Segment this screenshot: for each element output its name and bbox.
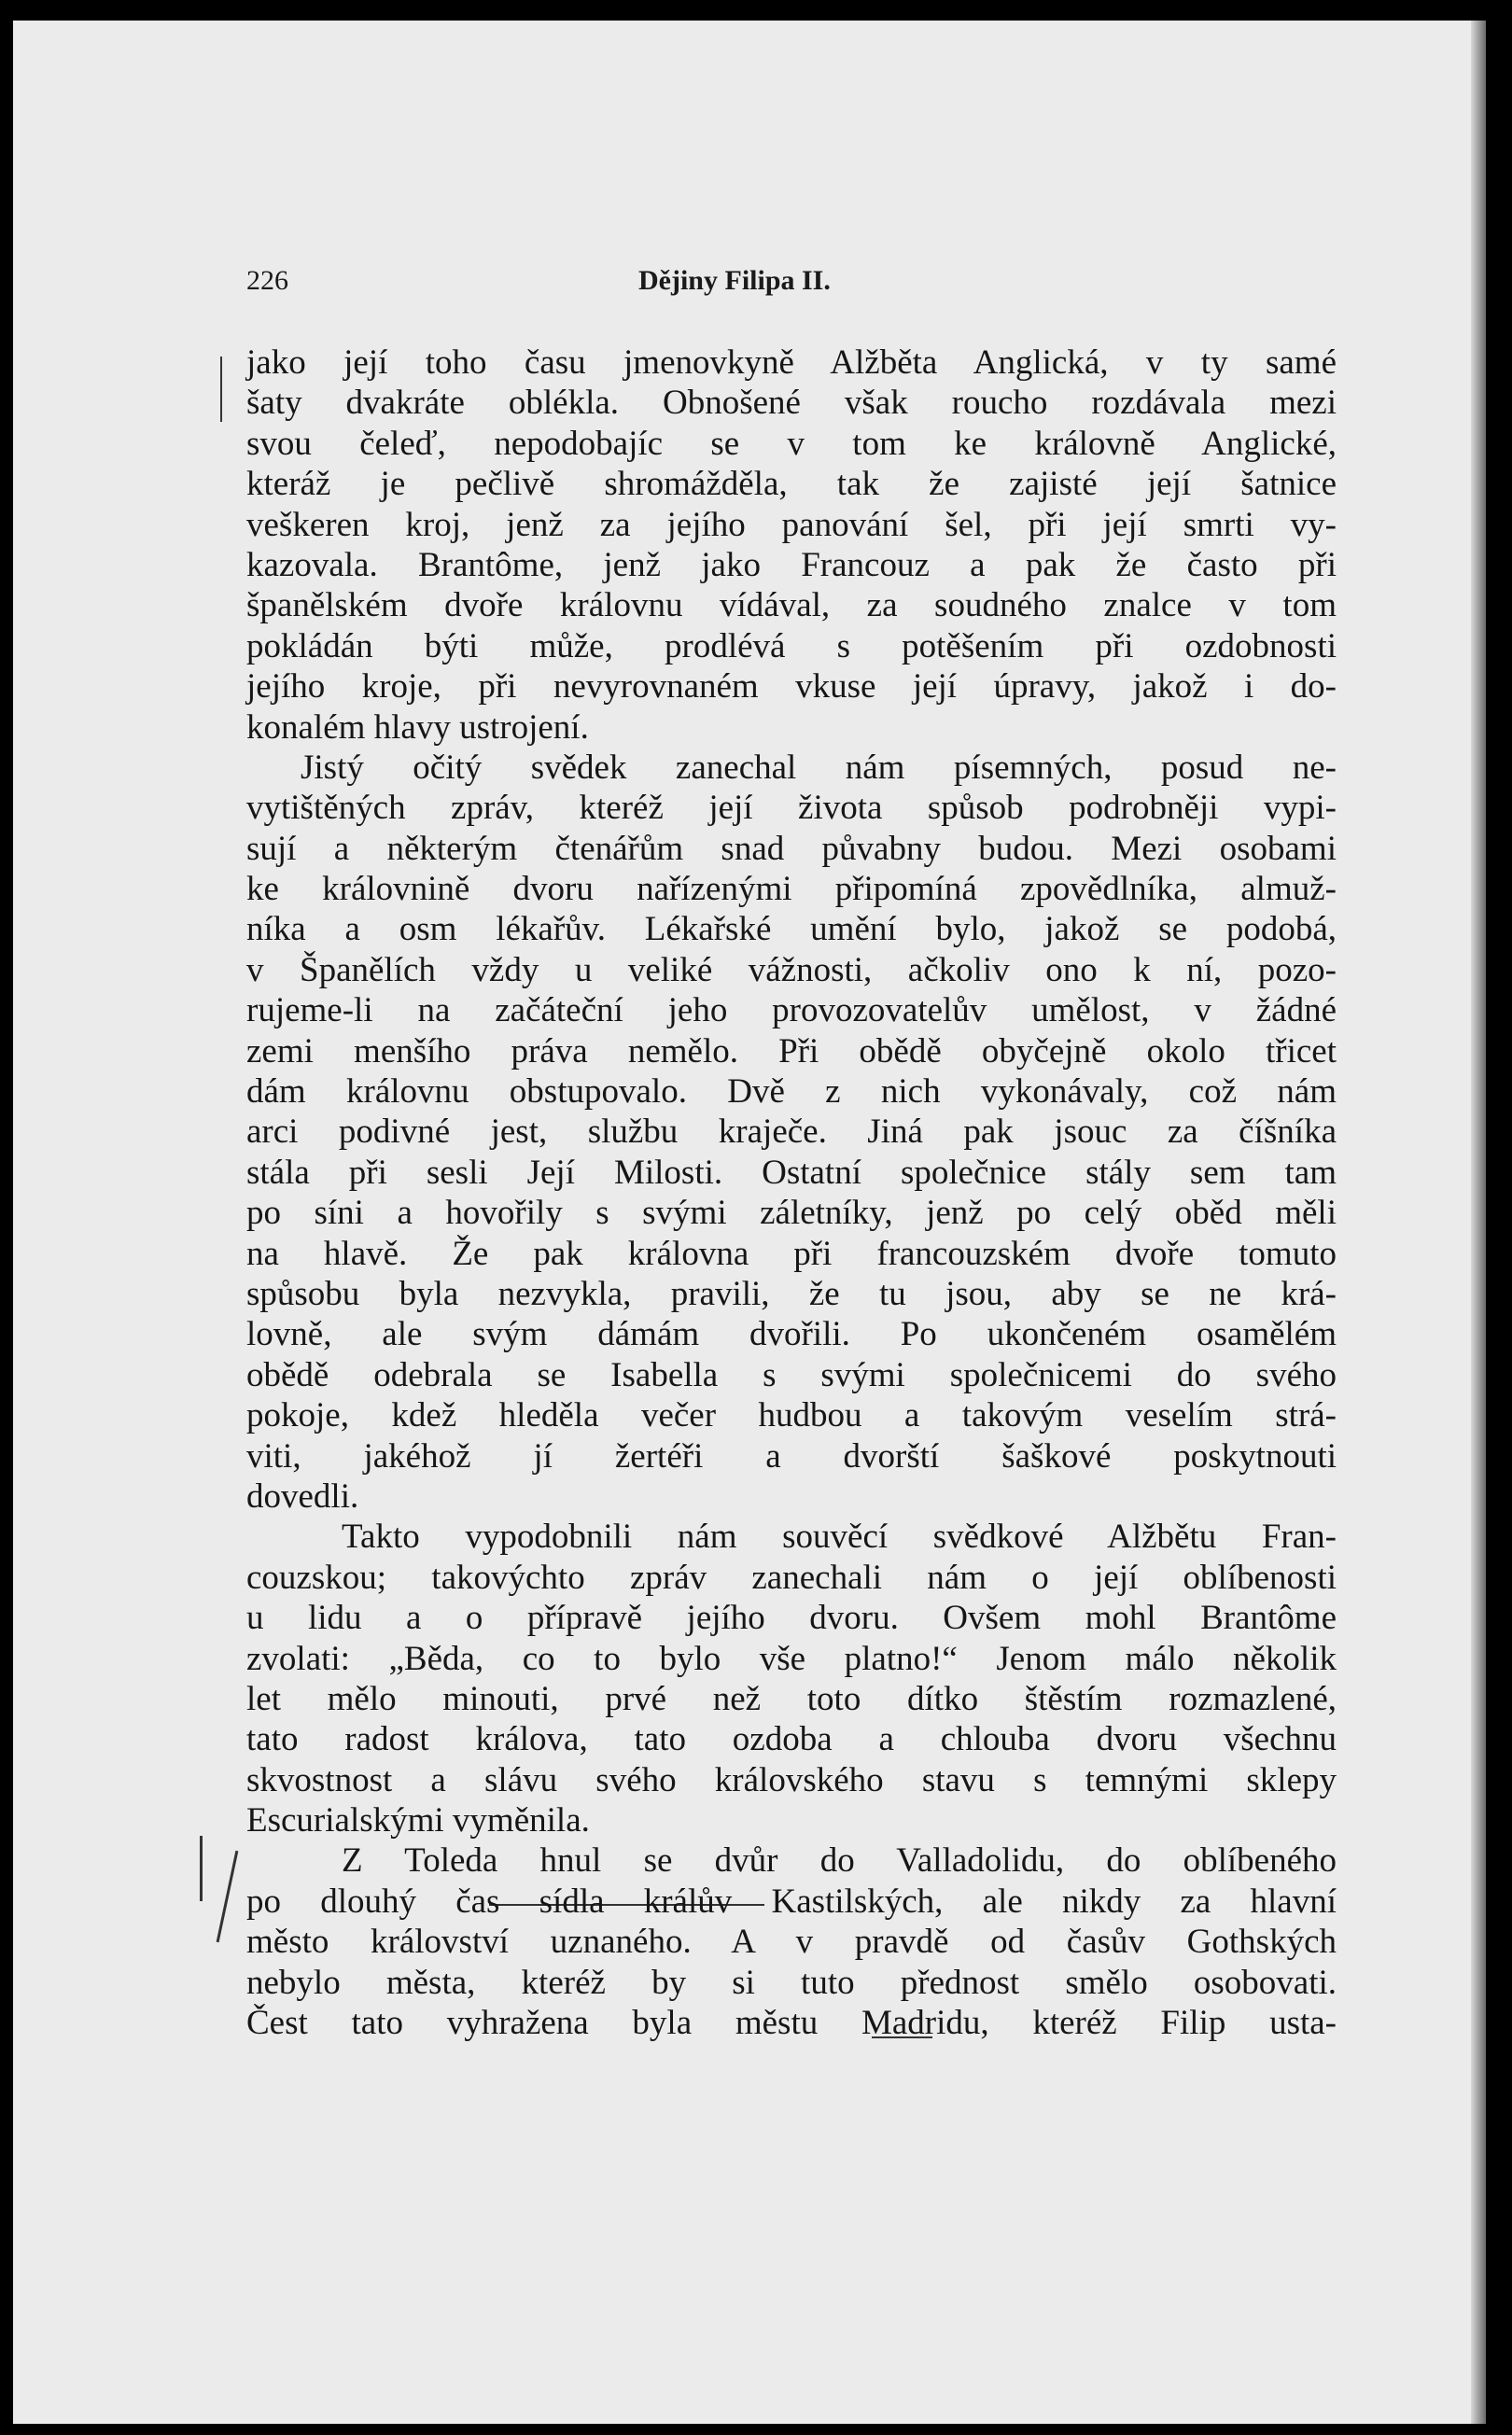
text-line: šaty dvakráte oblékla. Obnošené však roucho rozdávala mezi: [246, 384, 1337, 423]
text-line: arci podivné jest, službu kraječe. Jiná pak jsouc za číšníka: [246, 1113, 1337, 1152]
text-line: stála při sesli Její Milosti. Ostatní společnice stály sem tam: [246, 1153, 1337, 1192]
text-line: let mělo minouti, prvé než toto dítko štěstím rozmazlené,: [246, 1679, 1337, 1718]
text-line: u lidu a o přípravě jejího dvoru. Ovšem mohl Brantôme: [246, 1599, 1337, 1638]
text-line: zvolati: „Běda, co to bylo vše platno!“ Jenom málo několik: [246, 1639, 1337, 1678]
body-text: [246, 343, 1337, 2043]
text-line: jako její toho času jmenovkyně Alžběta Anglická, v ty samé: [246, 343, 1337, 382]
text-line: níka a osm lékařův. Lékařské umění bylo, jakož se podobá,: [246, 910, 1337, 949]
paragraph-3: [246, 1517, 1337, 1840]
text-line: nebylo města, kteréž by si tuto přednost smělo osobovati.: [246, 1963, 1337, 2002]
text-line: sují a některým čtenářům snad půvabny budou. Mezi osobami: [246, 829, 1337, 868]
text-line: rujeme-li na začáteční jeho provozovatelův umělost, v žádné: [246, 991, 1337, 1030]
text-line: Escurialskými vyměnila.: [246, 1801, 590, 1840]
margin-mark: [200, 1836, 203, 1901]
text-line: veškeren kroj, jenž za jejího panování šel, při její smrti vy-: [246, 505, 1337, 544]
text-line: kazovala. Brantôme, jenž jako Francouz a pak že často při: [246, 545, 1337, 584]
page-number: 226: [246, 265, 288, 296]
text-line: kteráž je pečlivě shromážděla, tak že zajisté její šatnice: [246, 465, 1337, 504]
text-line: v Španělích vždy u veliké vážnosti, ačkoliv ono k ní, pozo-: [246, 950, 1337, 989]
text-line: ke královnině dvoru nařízenými připomíná zpovědlníka, almuž-: [246, 870, 1337, 909]
text-line: pokládán býti může, prodlévá s potěšením při ozdobnosti: [246, 626, 1337, 665]
text-line: na hlavě. Že pak královna při francouzském dvoře tomuto: [246, 1234, 1337, 1273]
paragraph-1: [246, 343, 1337, 748]
text-line: po síni a hovořily s svými záletníky, jenž po celý oběd měli: [246, 1194, 1337, 1233]
text-line: lovně, ale svým dámám dvořili. Po ukončeném osamělém: [246, 1315, 1337, 1354]
text-line: jejího kroje, při nevyrovnaném vkuse její úpravy, jakož i do-: [246, 667, 1337, 707]
text-line: Z Toleda hnul se dvůr do Valladolidu, do oblíbeného: [342, 1841, 1337, 1881]
running-title: Dějiny Filipa II.: [638, 265, 831, 296]
text-line: Čest tato vyhražena byla městu Madridu, kteréž Filip usta-: [246, 2004, 1337, 2043]
text-line: obědě odebrala se Isabella s svými společnicemi do svého: [246, 1355, 1337, 1394]
text-line: Jistý očitý svědek zanechal nám písemných, posud ne-: [301, 748, 1337, 787]
text-line: pokoje, kdež hleděla večer hudbou a takovým veselím strá-: [246, 1396, 1337, 1435]
text-line: dovedli.: [246, 1476, 359, 1516]
book-page: [13, 21, 1486, 2424]
margin-mark: [220, 357, 222, 422]
text-line: konalém hlavy ustrojení.: [246, 707, 589, 747]
text-line: skvostnost a slávu svého královského stavu s temnými sklepy: [246, 1760, 1337, 1799]
text-line: viti, jakéhož jí žertéři a dvorští šaškové poskytnouti: [246, 1436, 1337, 1476]
paragraph-2: [246, 748, 1337, 1517]
text-line: dám královnu obstupovalo. Dvě z nich vykonávaly, což nám: [246, 1072, 1337, 1112]
text-line: Takto vypodobnili nám souvěcí svědkové Alžbětu Fran-: [342, 1518, 1337, 1557]
paragraph-4: [246, 1840, 1337, 2043]
text-line: zemi menšího práva nemělo. Při obědě obyčejně okolo třicet: [246, 1031, 1337, 1071]
text-line: město království uznaného. A v pravdě od časův Gothských: [246, 1923, 1337, 1962]
margin-mark: [217, 1851, 239, 1942]
text-line: spůsobu byla nezvykla, pravili, že tu jsou, aby se ne krá-: [246, 1274, 1337, 1313]
page-spine-shadow: [1471, 21, 1486, 2424]
text-line: španělském dvoře královnu vídával, za soudného znalce v tom: [246, 586, 1337, 625]
text-line: couzskou; takovýchto zpráv zanechali nám o její oblíbenosti: [246, 1558, 1337, 1597]
text-line: tato radost králova, tato ozdoba a chlouba dvoru všechnu: [246, 1720, 1337, 1759]
page-header: [246, 265, 1338, 302]
text-line: po dlouhý čas sídla králův Kastilských, ale nikdy za hlavní: [246, 1882, 1337, 1921]
text-line: vytištěných zpráv, kteréž její života spůsob podrobněji vypi-: [246, 789, 1337, 828]
text-line: svou čeleď, nepodobajíc se v tom ke královně Anglické,: [246, 424, 1337, 463]
